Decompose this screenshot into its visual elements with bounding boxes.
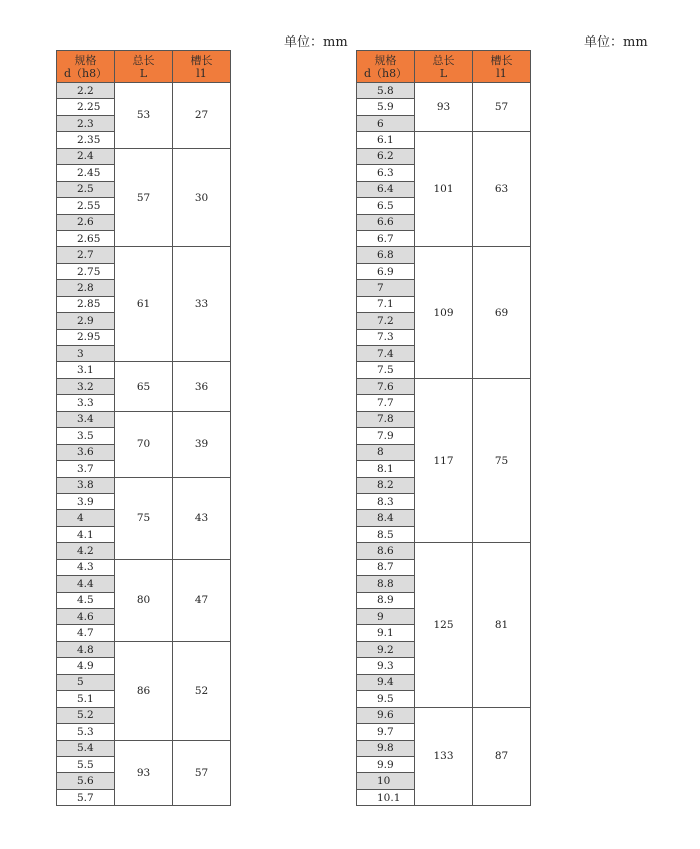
size-cell: 7.6 <box>357 378 415 394</box>
size-cell: 9.4 <box>357 674 415 690</box>
size-cell: 4.8 <box>57 641 115 657</box>
size-cell: 2.2 <box>57 83 115 99</box>
size-cell: 7.1 <box>357 296 415 312</box>
size-cell: 3.9 <box>57 493 115 509</box>
slot-length-cell: 69 <box>473 247 531 379</box>
size-cell: 6.3 <box>357 165 415 181</box>
size-cell: 5.6 <box>57 773 115 789</box>
table-row <box>57 247 231 263</box>
size-cell: 3.8 <box>57 477 115 493</box>
size-cell: 8.1 <box>357 461 415 477</box>
size-cell: 6.8 <box>357 247 415 263</box>
size-cell: 6.1 <box>357 132 415 148</box>
size-cell: 6 <box>357 115 415 131</box>
slot-length-cell: 36 <box>173 362 231 411</box>
unit-label-right: 单位：mm <box>584 35 648 50</box>
table-row <box>57 559 231 575</box>
size-cell: 9.2 <box>357 641 415 657</box>
slot-length-cell: 27 <box>173 83 231 149</box>
spec-table-right <box>356 50 531 806</box>
size-cell: 6.4 <box>357 181 415 197</box>
size-cell: 8.7 <box>357 559 415 575</box>
slot-length-cell: 47 <box>173 559 231 641</box>
size-cell: 9.1 <box>357 625 415 641</box>
total-length-cell: 65 <box>115 362 173 411</box>
header-slot-length: 槽长 l1 <box>473 51 531 83</box>
table-body-left <box>57 83 231 806</box>
size-cell: 7 <box>357 280 415 296</box>
size-cell: 7.4 <box>357 346 415 362</box>
size-cell: 5.3 <box>57 724 115 740</box>
table-row <box>357 707 531 723</box>
size-cell: 4.4 <box>57 576 115 592</box>
size-cell: 2.3 <box>57 115 115 131</box>
size-cell: 3 <box>57 346 115 362</box>
size-cell: 4.6 <box>57 609 115 625</box>
slot-length-cell: 87 <box>473 707 531 806</box>
header-row <box>57 51 231 83</box>
size-cell: 9.6 <box>357 707 415 723</box>
slot-length-cell: 57 <box>473 83 531 132</box>
slot-length-cell: 30 <box>173 148 231 247</box>
size-cell: 3.7 <box>57 461 115 477</box>
size-cell: 2.5 <box>57 181 115 197</box>
size-cell: 3.5 <box>57 428 115 444</box>
size-cell: 2.45 <box>57 165 115 181</box>
table-row <box>57 477 231 493</box>
size-cell: 8.5 <box>357 526 415 542</box>
total-length-cell: 57 <box>115 148 173 247</box>
slot-length-cell: 39 <box>173 411 231 477</box>
size-cell: 2.4 <box>57 148 115 164</box>
size-cell: 9 <box>357 609 415 625</box>
header-row <box>357 51 531 83</box>
table-row <box>357 83 531 99</box>
slot-length-cell: 52 <box>173 641 231 740</box>
size-cell: 2.95 <box>57 329 115 345</box>
size-cell: 8.3 <box>357 493 415 509</box>
size-cell: 6.9 <box>357 263 415 279</box>
total-length-cell: 133 <box>415 707 473 806</box>
size-cell: 6.7 <box>357 230 415 246</box>
table-row <box>57 83 231 99</box>
size-cell: 7.5 <box>357 362 415 378</box>
size-cell: 4.1 <box>57 526 115 542</box>
size-cell: 5.1 <box>57 691 115 707</box>
table-row <box>57 362 231 378</box>
header-total-length: 总长 L <box>115 51 173 83</box>
size-cell: 5 <box>57 674 115 690</box>
size-cell: 8.9 <box>357 592 415 608</box>
size-cell: 2.6 <box>57 214 115 230</box>
table-row <box>357 543 531 559</box>
size-cell: 9.3 <box>357 658 415 674</box>
size-cell: 2.25 <box>57 99 115 115</box>
size-cell: 2.35 <box>57 132 115 148</box>
size-cell: 8 <box>357 444 415 460</box>
size-cell: 2.9 <box>57 313 115 329</box>
total-length-cell: 80 <box>115 559 173 641</box>
size-cell: 9.9 <box>357 756 415 772</box>
spec-table-left <box>56 50 231 806</box>
size-cell: 5.7 <box>57 789 115 805</box>
size-cell: 10 <box>357 773 415 789</box>
size-cell: 5.2 <box>57 707 115 723</box>
size-cell: 7.9 <box>357 428 415 444</box>
slot-length-cell: 57 <box>173 740 231 806</box>
total-length-cell: 125 <box>415 543 473 707</box>
size-cell: 2.85 <box>57 296 115 312</box>
size-cell: 5.9 <box>357 99 415 115</box>
header-spec: 规格 d（h8） <box>57 51 115 83</box>
table-row <box>57 641 231 657</box>
size-cell: 3.4 <box>57 411 115 427</box>
size-cell: 3.2 <box>57 378 115 394</box>
slot-length-cell: 63 <box>473 132 531 247</box>
total-length-cell: 70 <box>115 411 173 477</box>
table-row <box>57 411 231 427</box>
size-cell: 8.2 <box>357 477 415 493</box>
slot-length-cell: 81 <box>473 543 531 707</box>
size-cell: 7.3 <box>357 329 415 345</box>
size-cell: 5.5 <box>57 756 115 772</box>
table-row <box>357 247 531 263</box>
size-cell: 2.75 <box>57 263 115 279</box>
unit-label-left: 单位：mm <box>284 35 348 50</box>
table-row <box>57 740 231 756</box>
size-cell: 4.9 <box>57 658 115 674</box>
size-cell: 8.4 <box>357 510 415 526</box>
size-cell: 9.7 <box>357 724 415 740</box>
size-cell: 7.8 <box>357 411 415 427</box>
size-cell: 7.2 <box>357 313 415 329</box>
header-slot-length: 槽长 l1 <box>173 51 231 83</box>
size-cell: 3.6 <box>57 444 115 460</box>
size-cell: 3.3 <box>57 395 115 411</box>
table-body-right <box>357 83 531 806</box>
size-cell: 5.8 <box>357 83 415 99</box>
table-row <box>57 148 231 164</box>
total-length-cell: 93 <box>415 83 473 132</box>
size-cell: 10.1 <box>357 789 415 805</box>
size-cell: 7.7 <box>357 395 415 411</box>
total-length-cell: 86 <box>115 641 173 740</box>
total-length-cell: 117 <box>415 378 473 542</box>
size-cell: 4.2 <box>57 543 115 559</box>
total-length-cell: 101 <box>415 132 473 247</box>
size-cell: 9.5 <box>357 691 415 707</box>
total-length-cell: 75 <box>115 477 173 559</box>
size-cell: 2.65 <box>57 230 115 246</box>
size-cell: 4.7 <box>57 625 115 641</box>
size-cell: 6.6 <box>357 214 415 230</box>
size-cell: 6.2 <box>357 148 415 164</box>
size-cell: 3.1 <box>57 362 115 378</box>
size-cell: 2.8 <box>57 280 115 296</box>
size-cell: 6.5 <box>357 198 415 214</box>
slot-length-cell: 33 <box>173 247 231 362</box>
size-cell: 2.55 <box>57 198 115 214</box>
size-cell: 8.6 <box>357 543 415 559</box>
total-length-cell: 93 <box>115 740 173 806</box>
size-cell: 8.8 <box>357 576 415 592</box>
total-length-cell: 109 <box>415 247 473 379</box>
size-cell: 4 <box>57 510 115 526</box>
size-cell: 4.5 <box>57 592 115 608</box>
size-cell: 4.3 <box>57 559 115 575</box>
slot-length-cell: 75 <box>473 378 531 542</box>
header-total-length: 总长 L <box>415 51 473 83</box>
table-row <box>357 132 531 148</box>
total-length-cell: 61 <box>115 247 173 362</box>
table-row <box>357 378 531 394</box>
slot-length-cell: 43 <box>173 477 231 559</box>
header-spec: 规格 d（h8） <box>357 51 415 83</box>
size-cell: 9.8 <box>357 740 415 756</box>
total-length-cell: 53 <box>115 83 173 149</box>
size-cell: 5.4 <box>57 740 115 756</box>
size-cell: 2.7 <box>57 247 115 263</box>
